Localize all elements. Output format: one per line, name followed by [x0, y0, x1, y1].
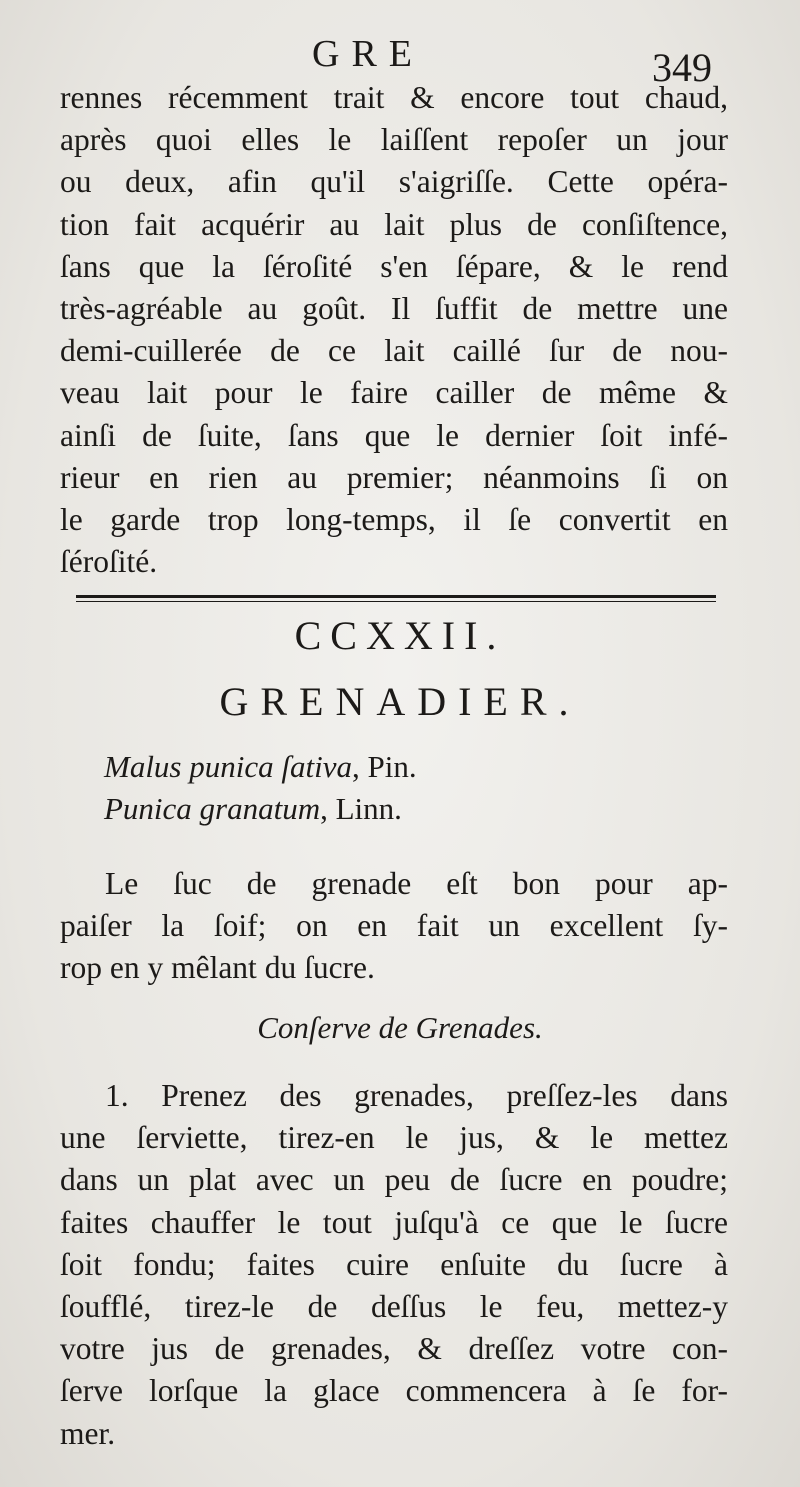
text-line: ſoit fondu; faites cuire enſuite du ſucre à [60, 1246, 728, 1282]
text-line: dans un plat avec un peu de ſucre en poudre; [60, 1162, 728, 1198]
text-line: veau lait pour le faire cailler de même & [60, 375, 728, 411]
text-line: rieur en rien au premier; néanmoins ſi on [60, 459, 728, 495]
recipe-paragraph [60, 1075, 728, 1455]
synonym-latin: Punica granatum [104, 791, 321, 826]
text-line: demi-cuillerée de ce lait caillé ſur de nou- [60, 333, 728, 369]
text-line: votre jus de grenades, & dreſſez votre con- [60, 1331, 728, 1367]
text-line: après quoi elles le laiſſent repoſer un jour [60, 122, 728, 158]
text-line: ſerve lorſque la glace commencera à ſe for- [60, 1373, 728, 1409]
synonym-author: , Linn. [320, 791, 402, 826]
text-line: très-agréable au goût. Il ſuffit de mettre une [60, 290, 728, 326]
text-line: ou deux, afin qu'il s'aigriſſe. Cette opéra- [60, 164, 728, 200]
text-line: tion fait acquérir au lait plus de conſiſtence, [60, 206, 728, 242]
synonym-latin: Malus punica ſativa [104, 749, 352, 784]
section-rule [76, 595, 716, 598]
text-line: une ſerviette, tirez-en le jus, & le mettez [60, 1120, 728, 1156]
intro-paragraph [60, 77, 728, 583]
synonym-list [104, 746, 704, 830]
text-line: le garde trop long-temps, il ſe convertit en [60, 501, 728, 537]
article-paragraph [60, 863, 728, 990]
text-line: 1. Prenez des grenades, preſſez-les dans [105, 1078, 728, 1113]
running-head [0, 30, 800, 90]
page-number: 349 [652, 45, 712, 90]
text-line: rennes récemment trait & encore tout chaud, [60, 80, 728, 115]
synonym-line [104, 788, 704, 830]
text-line: mer. [60, 1415, 116, 1451]
text-line: ſans que la ſéroſité s'en ſépare, & le rend [60, 248, 728, 284]
section-rule-thin [76, 601, 716, 602]
synonym-author: , Pin. [351, 749, 417, 784]
text-line: Le ſuc de grenade eſt bon pour ap- [105, 866, 728, 901]
article-numeral: CCXXII. [294, 613, 506, 658]
synonym-line [104, 746, 704, 788]
text-line: rop en y mêlant du ſucre. [60, 950, 375, 986]
text-line: ſéroſité. [60, 544, 158, 580]
text-line: faites chauffer le tout juſqu'à ce que le ſucre [60, 1204, 728, 1240]
text-line: paiſer la ſoif; on en fait un excellent ſy- [60, 908, 728, 944]
recipe-title: Conſerve de Grenades. [257, 1010, 543, 1045]
text-line: ſoufflé, tirez-le de deſſus le feu, mettez-y [60, 1288, 728, 1324]
article-heading: GRENADIER. [219, 679, 581, 724]
text-line: ainſi de ſuite, ſans que le dernier ſoit infé- [60, 417, 728, 453]
running-title: GRE [312, 33, 424, 75]
